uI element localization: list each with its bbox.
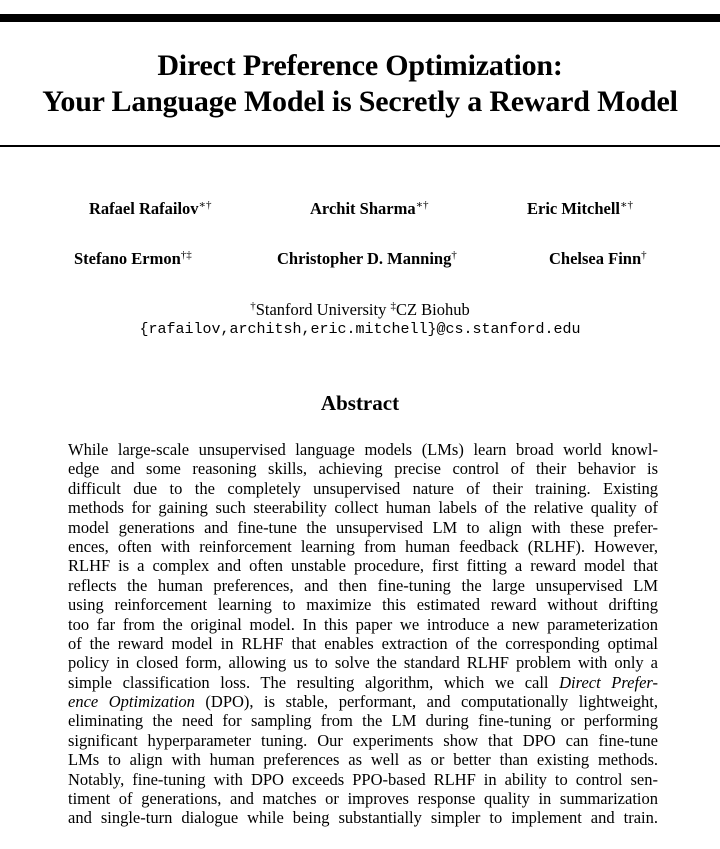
author (310, 198, 429, 219)
author-marks: † (451, 249, 457, 261)
abstract-line: ences, often with reinforcement learning from human feedback (RLHF). However, (68, 536, 658, 556)
author-name: Eric Mitchell (527, 199, 621, 218)
abstract-line (68, 692, 658, 711)
affiliation-stanford: Stanford University (255, 300, 387, 319)
author (89, 198, 212, 219)
abstract-line: While large-scale unsupervised language models (LMs) learn broad world knowl- (68, 440, 658, 459)
abstract-body (68, 440, 658, 828)
affiliation-mark: ‡ (390, 300, 396, 312)
abstract-line (68, 673, 658, 692)
abstract-line: difficult due to the completely unsupervised nature of their training. Existing (68, 478, 658, 498)
abstract-text: simple classification loss. The resulting algorithm, which we call (68, 672, 560, 692)
author (549, 249, 647, 269)
abstract-line: LMs to align with human preferences as well as or better than existing methods. (68, 750, 658, 770)
abstract-line: policy in closed form, allowing us to solve the standard RLHF problem with only a (68, 653, 658, 673)
author-marks: † (641, 249, 647, 261)
author-name: Christopher D. Manning (277, 249, 452, 268)
title-rule (0, 145, 720, 147)
abstract-line: significant hyperparameter tuning. Our experiments show that DPO can fine-tune (68, 730, 658, 750)
author-marks: ∗† (620, 199, 633, 211)
author-marks: †‡ (180, 249, 192, 261)
author (527, 198, 633, 219)
abstract-line: edge and some reasoning skills, achieving precise control of their behavior is (68, 459, 658, 479)
abstract-line: of the reward model in RLHF that enables extraction of the corresponding optimal (68, 633, 658, 653)
affiliation-czbiohub: CZ Biohub (395, 300, 470, 319)
affiliation-mark: † (250, 300, 256, 312)
abstract-line: Notably, fine-tuning with DPO exceeds PPO-based RLHF in ability to control sen- (68, 769, 658, 789)
author-name: Chelsea Finn (549, 249, 642, 268)
abstract-line: eliminating the need for sampling from the LM during fine-tuning or performing (68, 711, 658, 731)
abstract-line: and single-turn dialogue while being substantially simpler to implement and train. (68, 808, 658, 828)
abstract-line: model generations and fine-tune the unsupervised LM to align with these prefer- (68, 517, 658, 537)
top-rule (0, 14, 720, 22)
title-line-2: Your Language Model is Secretly a Reward Model (42, 85, 678, 118)
abstract-line: too far from the original model. In this paper we introduce a new parameterization (68, 614, 658, 634)
author-name: Stefano Ermon (74, 249, 181, 268)
paper-title (0, 48, 720, 120)
author-marks: ∗† (415, 199, 429, 211)
author-name: Archit Sharma (310, 199, 416, 218)
abstract-line: RLHF is a complex and often unstable procedure, first fitting a reward model that (68, 556, 658, 576)
abstract-heading: Abstract (320, 391, 400, 415)
author-name: Rafael Rafailov (89, 199, 199, 218)
abstract-line: reflects the human preferences, and then fine-tuning the large unsupervised LM (68, 575, 658, 595)
abstract-line: using reinforcement learning to maximize this estimated reward without drifting (68, 595, 658, 615)
author-marks: ∗† (198, 199, 212, 211)
abstract-line: methods for gaining such steerability collect human labels of the relative quality of (68, 498, 658, 518)
method-name-italic: Direct Prefer- (559, 672, 658, 692)
abstract-line: timent of generations, and matches or improves response quality in summarization (68, 789, 658, 809)
affiliations (0, 300, 720, 320)
abstract-text: (DPO), is stable, performant, and computationally lightweight, (194, 692, 658, 712)
method-name-italic: ence Optimization (68, 692, 195, 712)
author (74, 249, 192, 269)
title-line-1: Direct Preference Optimization: (157, 49, 563, 82)
author-emails: {rafailov,architsh,eric.mitchell}@cs.stanford.edu (139, 321, 581, 338)
author (277, 249, 457, 269)
